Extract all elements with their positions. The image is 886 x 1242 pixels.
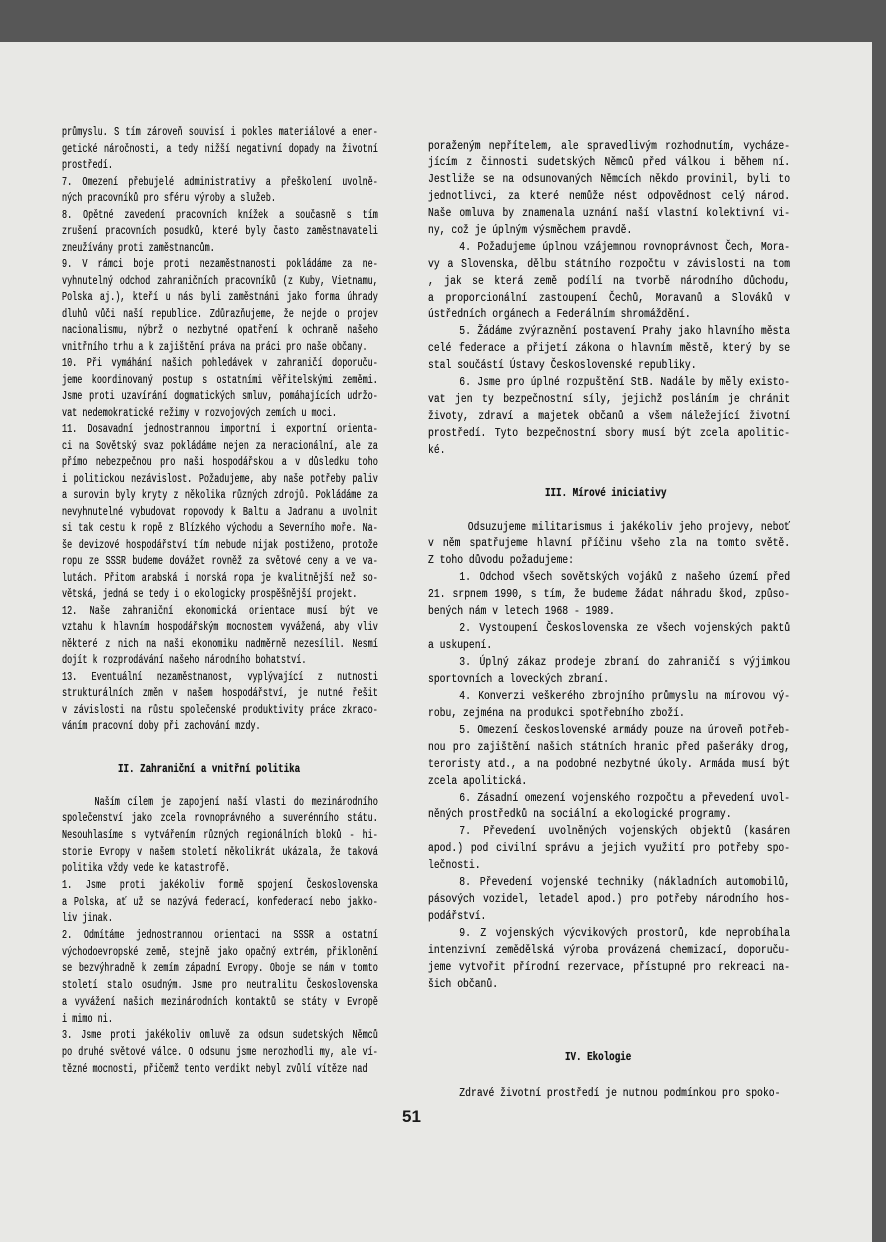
text-line: celé federace a přijetí zákona o hlavním městě, který by se: [428, 342, 791, 356]
text-line: apod.) pod civilní správu a jejich využití pro potřeby spo-: [428, 842, 791, 856]
text-line: 6. Zásadní omezení vojenského rozpočtu a převedení uvol-: [459, 791, 791, 805]
text-line: liv jinak.: [62, 912, 113, 926]
text-line: jícím z činnosti sudetských Němců před válkou i během ní.: [428, 156, 791, 170]
text-line: vyhnutelný odchod zahraničních pracovníků (z Kuby, Vietnamu,: [62, 274, 378, 288]
text-line: bených nám v letech 1968 - 1989.: [428, 605, 615, 619]
text-line: Z toho důvodu požadujeme:: [428, 554, 574, 568]
section-heading-iv: IV. Ekologie: [565, 1051, 632, 1064]
paragraph: [62, 928, 378, 1028]
paragraph: [428, 723, 790, 791]
text-line: teroristy atd., a na podobné nezbytné úkoly. Armáda musí být: [428, 757, 791, 771]
paragraph: [428, 375, 790, 459]
text-line: intenzivní zemědělská výroba provázená chemizací, doporuču-: [428, 943, 791, 957]
text-line: 12. Naše zahraniční ekonomická orientace musí být ve: [62, 604, 378, 618]
text-line: vy a Slovenska, dělbu státního rozpočtu v závislosti na tom: [428, 257, 791, 271]
text-line: Zdravé životní prostředí je nutnou podmínkou pro spoko-: [459, 1086, 781, 1100]
text-line: Odsuzujeme militarismus i jakékoliv jeho projevy, neboť: [467, 520, 791, 534]
text-line: a proporcionální zastoupení Čechů, Moravanů a Slováků v: [428, 291, 791, 305]
text-line: 3. Úplný zákaz prodeje zbraní do zahraničí s výjimkou: [459, 656, 791, 669]
text-line: jeme vytvořit přírodní rezervace, přístupné pro rekreaci na-: [428, 960, 791, 974]
text-line: a surovin byly kryty z několika různých zdrojů. Pokládáme za: [62, 489, 378, 502]
paragraph: [62, 878, 378, 928]
text-line: tězné mocnosti, přičemž tento verdikt nebyl zvůlí vítěze nad: [62, 1062, 368, 1076]
text-line: prostředí.: [62, 159, 113, 172]
text-line: storie Evropy v našem století několikrát ukázala, že taková: [62, 845, 378, 859]
text-line: životy, zdraví a majetek občanů a všem náležející životní: [428, 409, 791, 423]
scan-border-right: [872, 0, 886, 1242]
text-line: 1. Odchod všech sovětských vojáků z našeho území před: [459, 571, 791, 585]
text-line: robu, zejména na produkci spotřebního zboží.: [428, 706, 685, 720]
section-iv-body: [428, 1085, 790, 1102]
text-line: zneužívány proti zaměstnancům.: [62, 241, 215, 255]
text-line: 10. Při vymáhání našich pohledávek v zahraničí doporuču-: [62, 357, 378, 370]
paragraph: [428, 791, 790, 825]
text-line: vztahu k hlavním hospodářským mocnostem vyvážená, aby vliv: [62, 621, 378, 634]
text-line: vat jen ty bezpečnostní síly, jejichž posláním je chránit: [428, 392, 791, 406]
paragraph: [62, 795, 378, 878]
text-line: 5. Omezení československé armády pouze na úroveň potřeb-: [459, 723, 791, 737]
text-line: 5. Žádáme zvýraznění postavení Prahy jako hlavního města: [459, 325, 791, 339]
text-line: nacionalismu, nýbrž o nezbytné opatření k ochraně našeho: [62, 324, 378, 337]
text-line: východoevropské země, stejně jako opačný extrém, přiklonění: [62, 945, 378, 959]
text-line: Nesouhlasíme s vytvářením různých regionálních bloků - hi-: [62, 828, 378, 842]
text-line: větská, jedná se tedy i o ekologicky prospěšnější projekt.: [62, 588, 358, 601]
text-line: 2. Vystoupení Československa ze všech vojenských paktů: [459, 622, 791, 636]
section-iii-body: [428, 520, 790, 994]
text-line: Jestliže se na odsunovaných Němcích někdo provinil, byli to: [428, 173, 791, 187]
paragraph: [62, 175, 378, 208]
text-line: nevyhnutelné vybudovat ropovody k Baltu a Jadranu a uvolnit: [62, 505, 378, 519]
text-line: 3. Jsme proti jakékoliv omluvě za odsun sudetských Němců: [62, 1029, 378, 1043]
text-line: ropu ze SSSR budeme dovážet rovněž za světové ceny a ve va-: [62, 555, 378, 568]
text-line: lečnosti.: [428, 859, 481, 873]
text-line: některé z nich na naši ekonomiku nadměrně nezesílil. Nesmí: [62, 637, 378, 651]
text-line: 4. Požadujeme úplnou vzájemnou rovnoprávnost Čech, Mora-: [459, 240, 791, 254]
text-line: politika vždy vede ke katastrofě.: [62, 862, 231, 876]
paragraph: [428, 1085, 790, 1102]
paragraph: [428, 139, 790, 240]
text-line: a vyvážení našich mezinárodních kontaktů se státy v Evropě: [62, 995, 378, 1009]
text-line: společenství jako zcela rovnoprávného a suverénního státu.: [62, 812, 378, 826]
text-line: a uskupení.: [428, 639, 493, 653]
text-line: nou pro zajištění našich státních hranic před pašeráky drog,: [428, 740, 791, 754]
paragraph: [428, 570, 790, 621]
paragraph: [428, 240, 790, 324]
text-line: ústředních orgánech a Federálním shromáždění.: [428, 308, 691, 322]
paragraph: [428, 655, 790, 689]
paragraph: [428, 520, 790, 571]
text-line: Naše omluva by znamenala uznání naší vlastní kolektivní vi-: [428, 207, 791, 221]
text-line: po druhé světové válce. O odsunu jsme nerozhodli my, ale ví-: [62, 1045, 378, 1059]
text-line: 11. Dosavadní jednostrannou importní i exportní orienta-: [62, 423, 378, 436]
text-line: dojít k rozprodávání našeho národního bohatství.: [62, 654, 307, 667]
text-line: si tak cestu k ropě z Blízkého východu a Severního moře. Na-: [62, 522, 378, 535]
text-line: 4. Konverzi veškerého zbrojního průmyslu na mírovou vý-: [459, 689, 791, 703]
section-heading-iii: III. Mírové iniciativy: [545, 487, 667, 500]
text-line: Polska aj.), kteří u nás byli zaměstnáni jako forma úhrady: [62, 291, 378, 304]
text-line: jednotlivci, za které nemůže nést odpovědnost celý národ.: [428, 190, 791, 204]
text-line: i mimo ni.: [62, 1012, 113, 1026]
text-line: 6. Jsme pro úplné rozpuštění StB. Nadále by měly existo-: [459, 375, 791, 389]
text-line: strukturálních změn v našem hospodářství, je nutné řešit: [62, 687, 378, 700]
text-line: 8. Opětné zavedení pracovních knížek a současně s tím: [62, 208, 378, 222]
text-line: Jsme proti uzavírání dogmatických smluv, pomáhajících udržo-: [62, 390, 378, 403]
text-line: vat nedemokratické režimy v rozvojových zemích u moci.: [62, 406, 338, 420]
right-column-continued-text: [428, 139, 790, 460]
text-line: dluhů vůči naší republice. Zdůrazňujeme, že nejde o projev: [62, 307, 378, 321]
text-line: 1. Jsme proti jakékoliv formě spojení Československa: [62, 879, 378, 893]
paragraph: [62, 208, 378, 258]
paragraph: [62, 604, 378, 670]
text-line: getické náročnosti, a tedy nižší negativní dopady na životní: [62, 142, 378, 156]
paragraph: [62, 1028, 378, 1078]
text-line: 9. Z vojenských výcvikových prostorů, kde neprobíhala: [459, 927, 791, 940]
paragraph: [428, 621, 790, 655]
text-line: se bezvýhradně k zemím západní Evropy. Oboje se nám v tomto: [62, 962, 378, 976]
paragraph: [428, 324, 790, 375]
text-line: jeme koordinovaný postup s ostatními věřitelskými zeměmi.: [62, 373, 378, 387]
text-line: přímo nebezpečnou pro naši hospodářskou a v důsledku toho: [62, 456, 378, 469]
text-line: zrušení pracovních posudků, které byly často zaměstnavateli: [62, 225, 378, 238]
scan-border-top: [0, 0, 886, 42]
text-line: váním pracovní doby při zachování mzdy.: [62, 720, 261, 733]
text-line: v závislosti na růstu společenské produktivity práce zkraco-: [62, 703, 378, 717]
paragraph: [428, 824, 790, 875]
left-column-continued-text: [62, 125, 378, 736]
paragraph: [62, 422, 378, 604]
text-line: 7. Převedení uvolněných vojenských objektů (kasáren: [459, 825, 791, 839]
text-line: sportovních a loveckých zbraní.: [428, 672, 609, 686]
text-line: lutách. Přitom arabská i norská ropa je kvalitnější než so-: [62, 571, 378, 585]
page-number: 51: [402, 1107, 421, 1126]
text-line: 13. Eventuální nezaměstnanost, vyplývající z nutnosti: [62, 670, 378, 684]
paragraph: [62, 125, 378, 175]
text-line: i politickou nezávislost. Požadujeme, aby naše potřeby paliv: [62, 472, 378, 486]
text-line: 9. V rámci boje proti nezaměstnanosti pokládáme za ne-: [62, 258, 378, 271]
text-line: Naším cílem je zapojení naší vlasti do mezinárodního: [94, 795, 378, 809]
text-line: še devizové hospodářství tím nebude nijak postiženo, protože: [62, 538, 378, 552]
paragraph: [428, 875, 790, 926]
text-line: 7. Omezení přebujelé administrativy a přeškolení uvolně-: [62, 175, 378, 189]
text-line: ny, což je úplným výsměchem pravdě.: [428, 223, 633, 237]
section-ii-body: [62, 795, 378, 1079]
text-line: zcela apolitická.: [428, 774, 528, 788]
paragraph: [428, 926, 790, 994]
text-line: století stalo osudným. Jsme pro neutralitu Československa: [62, 979, 378, 993]
text-line: poraženým nepřítelem, ale spravedlivým rozhodnutím, vycháze-: [428, 139, 791, 153]
text-line: šich občanů.: [428, 977, 499, 991]
section-heading-ii: II. Zahraniční a vnitřní politika: [118, 763, 301, 776]
text-line: vnitřního trhu a k zajištění práva na práci pro naše občany.: [62, 340, 368, 354]
text-line: pásových vozidel, letadel apod.) pro potřeby národního hos-: [428, 893, 791, 907]
text-line: něných prostředků na sociální a ekologické programy.: [428, 808, 732, 822]
text-line: stal součástí Ústavy Československé republiky.: [428, 359, 697, 373]
text-line: ké.: [428, 443, 446, 457]
text-line: 2. Odmítáme jednostrannou orientaci na SSSR a ostatní: [62, 929, 378, 943]
text-line: a Polska, ať už se nazývá federací, konfederací nebo jakko-: [62, 895, 378, 909]
text-line: prostředí. Tyto bezpečnostní sbory musí být zcela apolitic-: [428, 426, 791, 440]
text-line: podářství.: [428, 910, 487, 924]
text-line: průmyslu. S tím zároveň souvisí i pokles materiálové a ener-: [62, 126, 378, 139]
text-line: 8. Převedení vojenské techniky (nákladních automobilů,: [459, 876, 791, 890]
paragraph: [62, 356, 378, 422]
text-line: ci na Sovětský svaz pokládáme nejen za neracionální, ale za: [62, 439, 378, 453]
text-line: v něm spatřujeme hlavní příčinu všeho zla na tomto světě.: [428, 537, 791, 551]
paragraph: [428, 689, 790, 723]
text-line: 21. srpnem 1990, s tím, že budeme žádat náhradu škod, způso-: [428, 588, 791, 602]
text-line: ných pracovníků pro sféru výroby a služeb.: [62, 192, 276, 205]
paragraph: [62, 670, 378, 736]
text-line: , jak se která země podílí na tvorbě národního důchodu,: [428, 274, 791, 288]
paragraph: [62, 257, 378, 356]
